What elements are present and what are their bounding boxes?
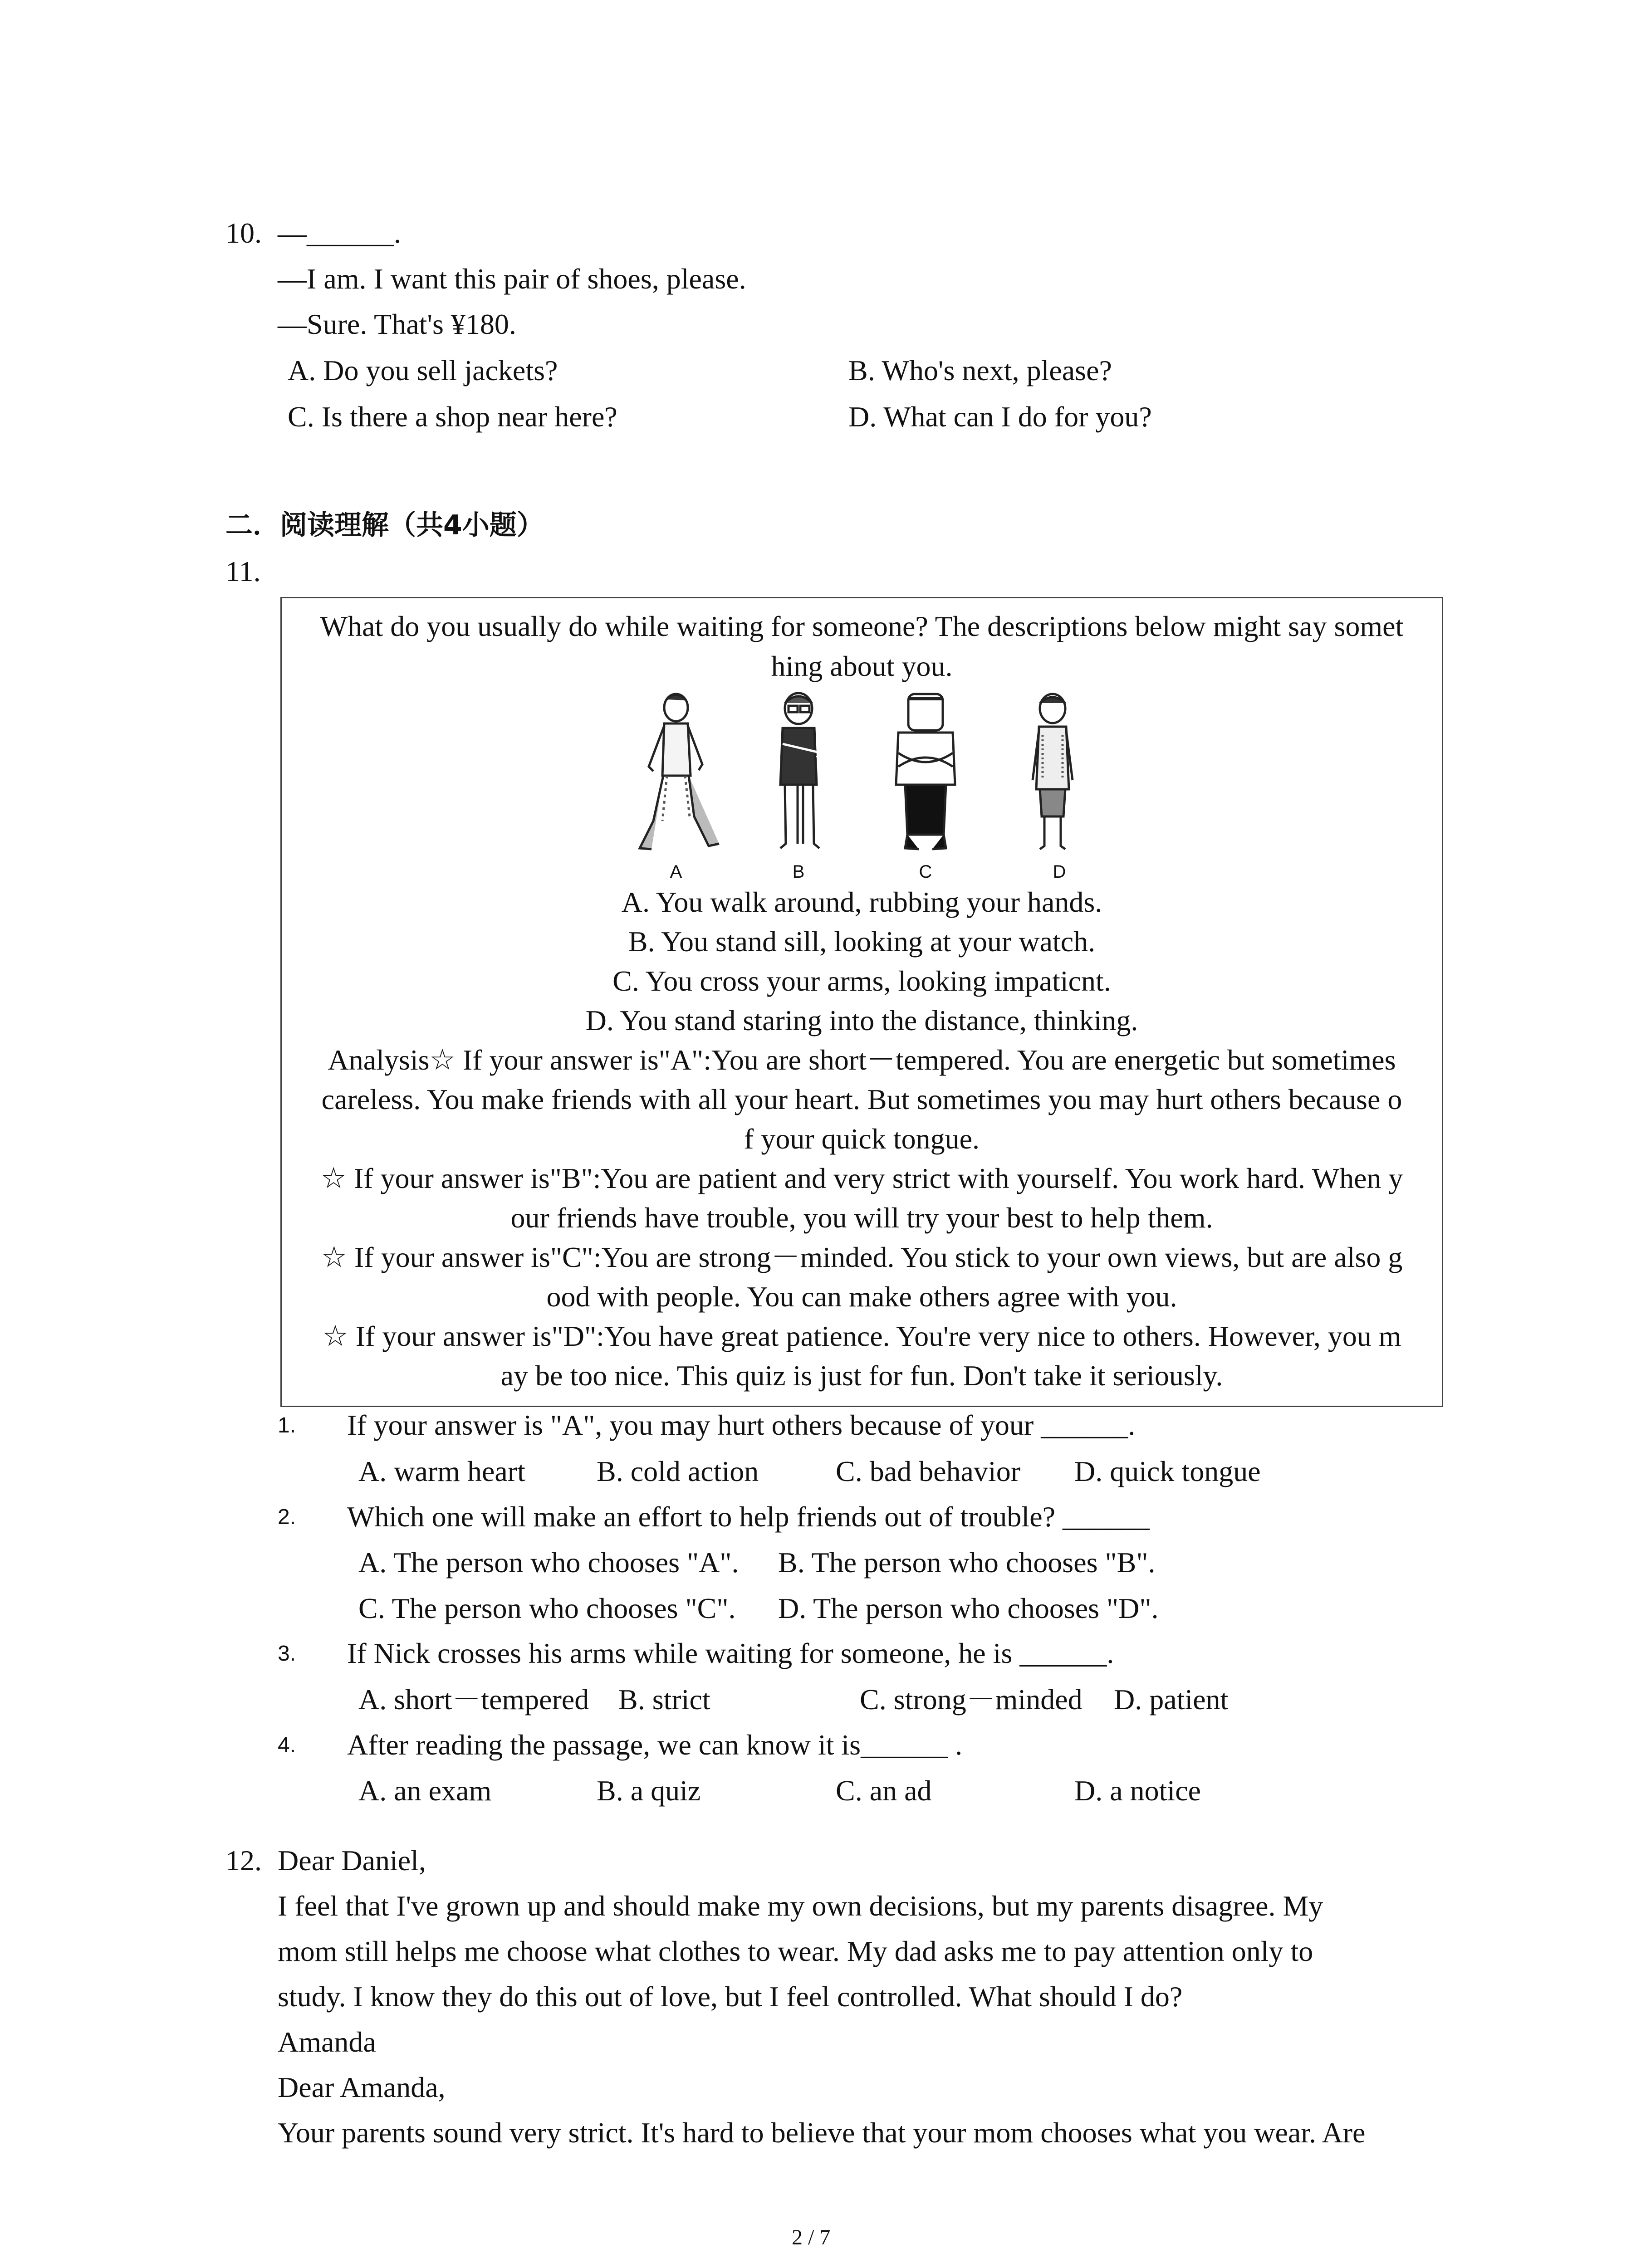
subquestion-number: 1. — [278, 1413, 296, 1437]
analysis-line: careless. You make friends with all your heart. But sometimes you may hurt others because o — [321, 1083, 1402, 1115]
analysis-line: our friends have trouble, you will try your best to help them. — [510, 1202, 1213, 1234]
letter-line: Dear Amanda, — [278, 2071, 446, 2103]
letter-line: Amanda — [278, 2026, 376, 2058]
analysis-line: ay be too nice. This quiz is just for fun. Don't take it seriously. — [500, 1359, 1223, 1392]
figure-label-d: D — [1053, 862, 1066, 882]
subquestion-stem: Which one will make an effort to help friends out of trouble? ______ — [347, 1501, 1150, 1533]
subquestion-number: 4. — [278, 1733, 296, 1757]
waiting-figures-illustration — [626, 689, 1107, 885]
option-b: B. The person who chooses "B". — [778, 1546, 1156, 1579]
option-a: A. short－tempered — [358, 1683, 589, 1716]
passage-intro: hing about you. — [771, 650, 953, 682]
question-number: 12. — [225, 1844, 262, 1877]
page-number: 2 / 7 — [792, 2225, 831, 2249]
figure-label-b: B — [792, 862, 805, 882]
option-c: C. strong－minded — [860, 1683, 1083, 1716]
option-d: D. What can I do for you? — [848, 401, 1152, 433]
option-a: A. warm heart — [358, 1455, 525, 1487]
analysis-line: ☆ If your answer is"B":You are patient and very strict with yourself. You work hard. When y — [320, 1162, 1403, 1194]
letter-line: I feel that I've grown up and should make my own decisions, but my parents disagree. My — [278, 1890, 1323, 1922]
dialogue-line: —Sure. That's ¥180. — [278, 308, 516, 340]
figure-d-staring — [1016, 689, 1089, 857]
option-d: D. a notice — [1074, 1774, 1201, 1807]
option-a: A. an exam — [358, 1774, 492, 1807]
option-a: A. Do you sell jackets? — [288, 354, 558, 386]
option-c: C. bad behavior — [836, 1455, 1020, 1487]
option-b: B. Who's next, please? — [848, 354, 1112, 386]
figure-b-watch — [758, 689, 839, 857]
figure-a-walking — [626, 689, 726, 857]
option-c: C. Is there a shop near here? — [288, 401, 617, 433]
analysis-line: ☆ If your answer is"D":You have great patience. You're very nice to others. However, you m — [322, 1320, 1401, 1352]
passage-intro: What do you usually do while waiting for someone? The descriptions below might say somet — [320, 610, 1404, 642]
dialogue-line: —I am. I want this pair of shoes, please. — [278, 263, 746, 295]
subquestion-number: 3. — [278, 1642, 296, 1666]
description-c: C. You cross your arms, looking impaticnt. — [612, 965, 1111, 997]
section-heading: 二．阅读理解（共4小题） — [225, 509, 544, 541]
subquestion-number: 2. — [278, 1505, 296, 1529]
subquestion-stem: If your answer is "A", you may hurt others because of your ______. — [347, 1409, 1136, 1441]
analysis-line: ood with people. You can make others agree with you. — [546, 1281, 1177, 1313]
question-stem: —______. — [278, 217, 401, 249]
option-d: D. The person who chooses "D". — [778, 1592, 1159, 1624]
option-c: C. an ad — [836, 1774, 932, 1807]
description-a: A. You walk around, rubbing your hands. — [621, 886, 1102, 918]
option-b: B. a quiz — [597, 1774, 701, 1807]
letter-line: mom still helps me choose what clothes to wear. My dad asks me to pay attention only to — [278, 1935, 1313, 1967]
subquestion-stem: After reading the passage, we can know it is______ . — [347, 1729, 963, 1761]
question-number: 10. — [225, 217, 262, 249]
description-b: B. You stand sill, looking at your watch. — [628, 925, 1096, 958]
analysis-line: ☆ If your answer is"C":You are strong－minded. You stick to your own views, but are also g — [321, 1241, 1403, 1273]
analysis-line: f your quick tongue. — [744, 1123, 980, 1155]
letter-line: study. I know they do this out of love, but I feel controlled. What should I do? — [278, 1980, 1183, 2013]
figure-label-a: A — [670, 862, 682, 882]
figure-label-c: C — [919, 862, 932, 882]
letter-line: Your parents sound very strict. It's hard to believe that your mom chooses what you wear. Are — [278, 2116, 1366, 2149]
letter-line: Dear Daniel, — [278, 1844, 426, 1877]
analysis-line: Analysis☆ If your answer is"A":You are short－tempered. You are energetic but sometimes — [328, 1044, 1396, 1076]
option-b: B. cold action — [597, 1455, 759, 1487]
subquestion-stem: If Nick crosses his arms while waiting for someone, he is ______. — [347, 1637, 1114, 1669]
option-c: C. The person who chooses "C". — [358, 1592, 736, 1624]
question-number: 11. — [225, 555, 261, 587]
option-d: D. patient — [1114, 1683, 1229, 1716]
option-d: D. quick tongue — [1074, 1455, 1261, 1487]
figure-c-crossed-arms — [880, 689, 971, 857]
option-a: A. The person who chooses "A". — [358, 1546, 739, 1579]
description-d: D. You stand staring into the distance, thinking. — [585, 1004, 1138, 1036]
option-b: B. strict — [618, 1683, 710, 1716]
